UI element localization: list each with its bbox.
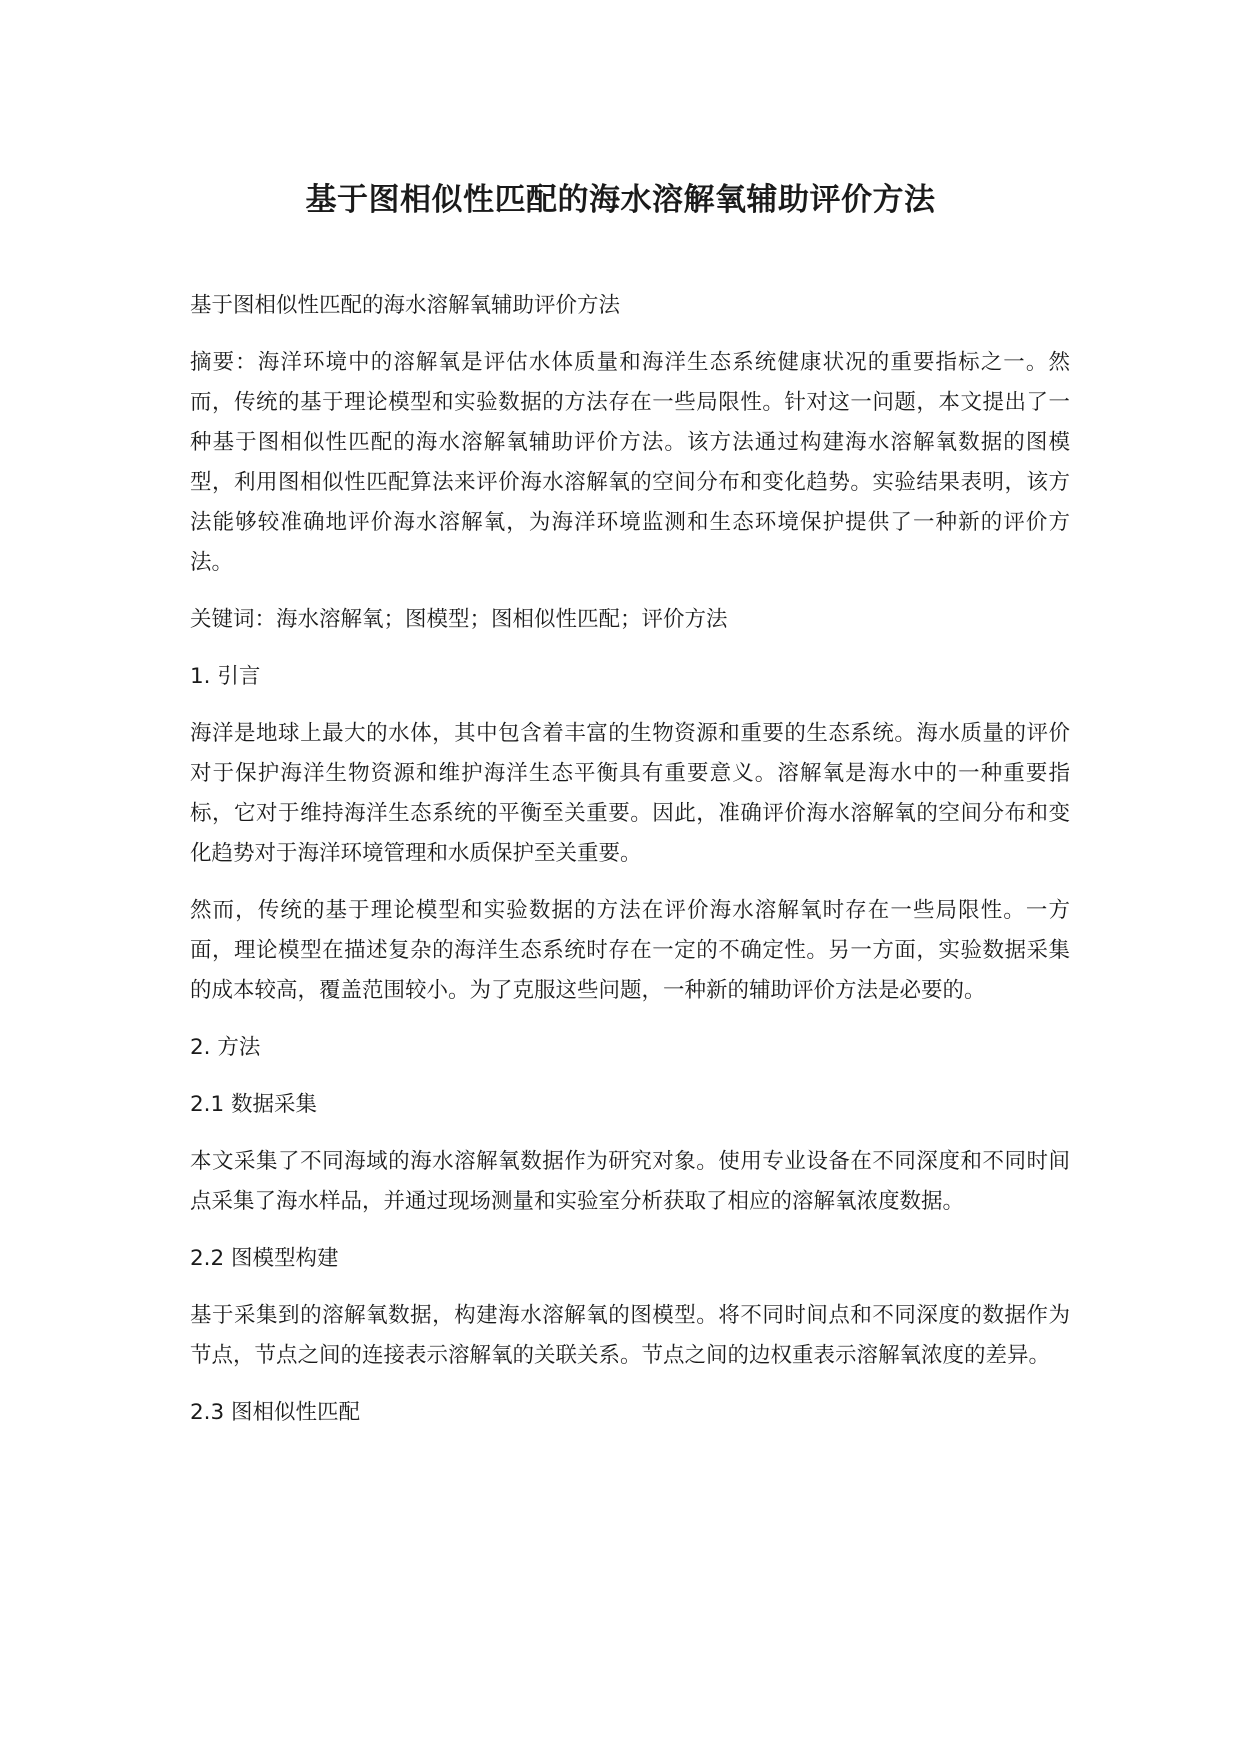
document-body bbox=[190, 286, 1070, 1450]
document-subtitle: 基于图相似性匹配的海水溶解氧辅助评价方法 bbox=[190, 293, 621, 318]
section-heading-introduction: 1. 引言 bbox=[190, 664, 261, 689]
introduction-paragraph-2: 然而，传统的基于理论模型和实验数据的方法在评价海水溶解氧时存在一些局限性。一方面，理论模型在描述复杂的海洋生态系统时存在一定的不确定性。另一方面，实验数据采集的成本较高，覆盖范围较小。为了克服这些问题，一种新的辅助评价方法是必要的。 bbox=[190, 898, 1070, 1003]
subsection-heading-data-collection: 2.1 数据采集 bbox=[190, 1092, 318, 1117]
document-title: 基于图相似性匹配的海水溶解氧辅助评价方法 bbox=[305, 182, 936, 218]
introduction-paragraph-1: 海洋是地球上最大的水体，其中包含着丰富的生物资源和重要的生态系统。海水质量的评价对于保护海洋生物资源和维护海洋生态平衡具有重要意义。溶解氧是海水中的一种重要指标，它对于维持海洋生态系统的平衡至关重要。因此，准确评价海水溶解氧的空间分布和变化趋势对于海洋环境管理和水质保护至关重要。 bbox=[190, 721, 1070, 866]
subsection-heading-graph-model: 2.2 图模型构建 bbox=[190, 1246, 339, 1271]
abstract-paragraph: 摘要：海洋环境中的溶解氧是评估水体质量和海洋生态系统健康状况的重要指标之一。然而，传统的基于理论模型和实验数据的方法存在一些局限性。针对这一问题，本文提出了一种基于图相似性匹配的海水溶解氧辅助评价方法。该方法通过构建海水溶解氧数据的图模型，利用图相似性匹配算法来评价海水溶解氧的空间分布和变化趋势。实验结果表明，该方法能够较准确地评价海水溶解氧，为海洋环境监测和生态环境保护提供了一种新的评价方法。 bbox=[190, 350, 1070, 575]
data-collection-paragraph: 本文采集了不同海域的海水溶解氧数据作为研究对象。使用专业设备在不同深度和不同时间点采集了海水样品，并通过现场测量和实验室分析获取了相应的溶解氧浓度数据。 bbox=[190, 1149, 1070, 1214]
graph-model-paragraph: 基于采集到的溶解氧数据，构建海水溶解氧的图模型。将不同时间点和不同深度的数据作为节点，节点之间的连接表示溶解氧的关联关系。节点之间的边权重表示溶解氧浓度的差异。 bbox=[190, 1303, 1070, 1368]
section-heading-method: 2. 方法 bbox=[190, 1035, 261, 1060]
subsection-heading-graph-matching: 2.3 图相似性匹配 bbox=[190, 1400, 361, 1425]
keywords-paragraph: 关键词：海水溶解氧；图模型；图相似性匹配；评价方法 bbox=[190, 607, 728, 632]
